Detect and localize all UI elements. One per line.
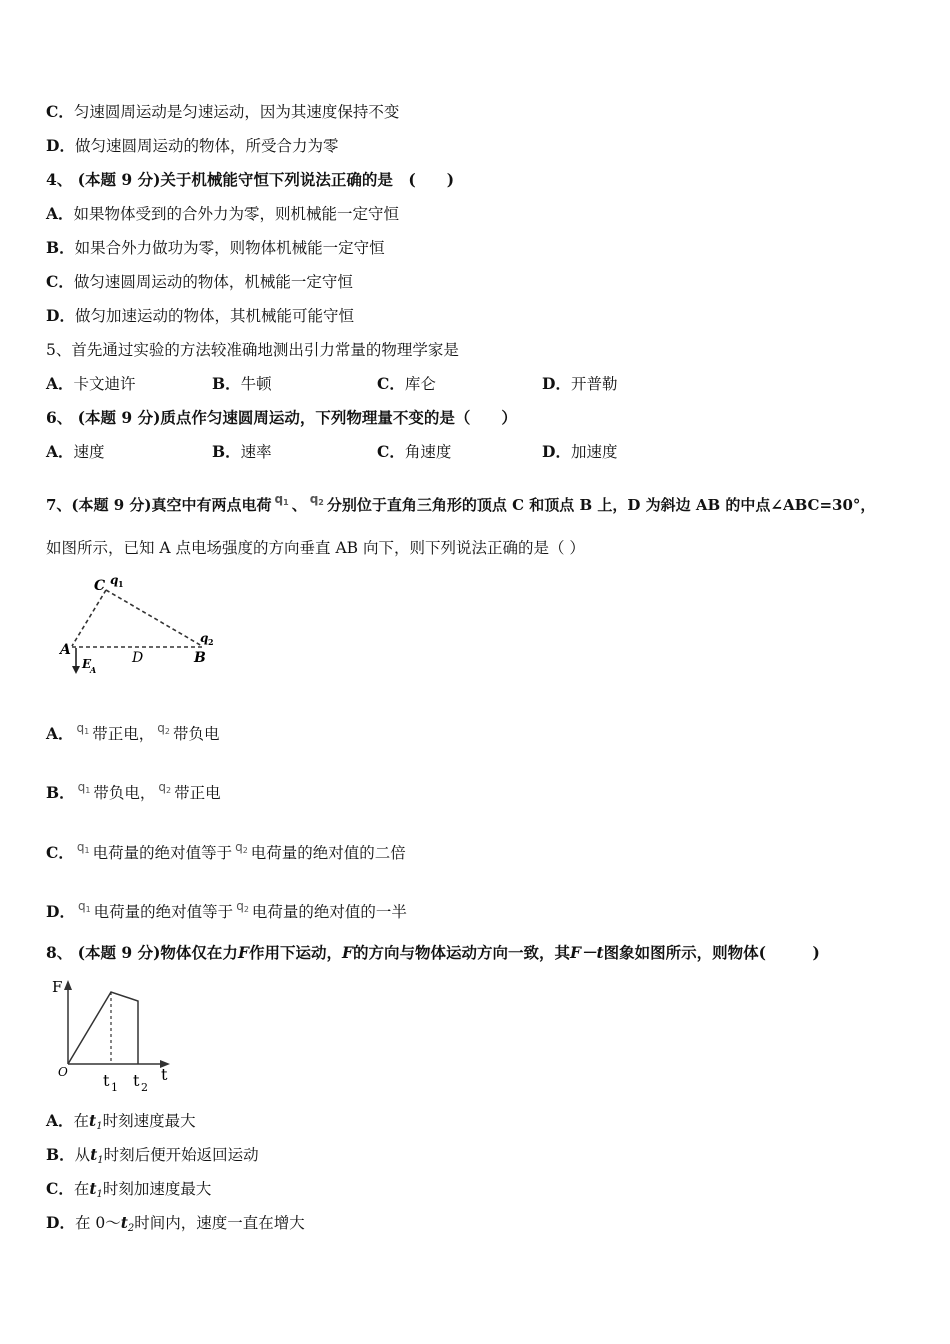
option-text: 角速度 — [404, 443, 452, 461]
q2-symbol: q2 — [235, 840, 248, 855]
q8-stem-b: 作用下运动， — [248, 943, 342, 962]
option-text: 做匀速圆周运动的物体，机械能一定守恒 — [73, 273, 353, 291]
option-letter: C． — [46, 272, 74, 291]
option-pre: 在 — [73, 1112, 90, 1130]
q7-triangle-figure — [48, 568, 228, 680]
q5-stem: 5、首先通过实验的方法较准确地测出引力常量的物理学家是 — [46, 341, 459, 359]
option-text: 开普勒 — [570, 375, 618, 393]
option-letter: B． — [212, 442, 241, 461]
option-text-2: 带正电 — [174, 784, 221, 802]
option-pre: 从 — [74, 1146, 91, 1164]
time-subscript: 1 — [96, 1121, 103, 1132]
f-t-symbol: F－t — [570, 943, 604, 962]
label-q2-sub: 2 — [208, 637, 214, 647]
label-c: C — [94, 578, 106, 594]
q3-option-d — [46, 136, 338, 156]
q8-stem-c: 的方向与物体运动方向一致，其 — [352, 943, 570, 962]
q6-option-d — [542, 442, 617, 462]
option-letter: B． — [46, 238, 75, 257]
label-q2: q — [200, 631, 209, 645]
label-q1-sub: 1 — [118, 579, 124, 589]
q2-symbol: q2 — [236, 899, 249, 914]
time-symbol: t — [89, 1179, 97, 1198]
label-q1: q — [110, 573, 119, 587]
y-axis-arrowhead — [64, 980, 72, 990]
q7-option-d — [46, 896, 407, 922]
time-symbol: t — [120, 1213, 128, 1232]
q8-ft-graph — [48, 976, 188, 1098]
q2-symbol: q2 — [157, 721, 170, 736]
option-letter: D． — [46, 136, 75, 155]
option-letter: C． — [46, 843, 74, 862]
q5-option-d — [542, 374, 617, 394]
q8-option-a — [46, 1111, 196, 1137]
q3-option-c — [46, 102, 399, 122]
label-e-sub: A — [90, 665, 97, 675]
label-d: D — [132, 650, 144, 666]
option-letter: A． — [46, 204, 74, 223]
q1-symbol: q1 — [76, 840, 90, 855]
option-post: 时刻加速度最大 — [102, 1180, 212, 1198]
q8-stem — [46, 943, 820, 963]
option-pre: 在 — [73, 1180, 90, 1198]
q8-option-c — [46, 1179, 211, 1205]
q4-stem: 4、 (本题 9 分)关于机械能守恒下列说法正确的是 ( ) — [46, 170, 455, 189]
option-letter: D． — [46, 306, 75, 325]
option-text: 卡文迪许 — [73, 375, 136, 393]
q7-stem-a: 7、(本题 9 分)真空中有两点电荷 — [46, 496, 272, 514]
edge-ca — [72, 590, 106, 646]
option-text: 做匀加速运动的物体，其机械能可能守恒 — [74, 307, 354, 325]
time-subscript: 1 — [96, 1189, 103, 1200]
label-t: t — [161, 1065, 168, 1084]
option-letter: C． — [46, 1179, 74, 1198]
option-letter: C． — [377, 374, 405, 393]
option-text-1: 带负电， — [93, 784, 156, 802]
option-letter: A． — [46, 724, 74, 743]
option-text: 如果合外力做功为零，则物体机械能一定守恒 — [74, 239, 385, 257]
option-text-1: 带正电， — [92, 725, 155, 743]
time-subscript: 1 — [97, 1155, 104, 1166]
label-o: O — [58, 1065, 68, 1079]
option-text: 匀速圆周运动是匀速运动，因为其速度保持不变 — [73, 103, 400, 121]
q4-option-d — [46, 306, 354, 326]
option-pre: 在 0～ — [74, 1214, 121, 1232]
q1-symbol: q1 — [76, 721, 90, 736]
option-post: 时间内，速度一直在增大 — [134, 1214, 305, 1232]
q7-stem-line1 — [46, 489, 875, 515]
q4-option-c — [46, 272, 353, 292]
option-text: 如果物体受到的合外力为零，则机械能一定守恒 — [73, 205, 400, 223]
force-symbol: F — [237, 943, 249, 962]
q6-option-b — [212, 442, 272, 462]
label-t1: t — [103, 1071, 110, 1090]
time-subscript: 2 — [127, 1223, 135, 1234]
option-text-2: 电荷量的绝对值的一半 — [251, 903, 407, 921]
q7-stem-b: 分别位于直角三角形的顶点 C 和顶点 B 上，D 为斜边 AB 的中点∠ABC=30°， — [326, 496, 876, 514]
option-letter: D． — [542, 374, 571, 393]
option-letter: B． — [46, 1145, 75, 1164]
q7-stem-sep: 、 — [291, 496, 307, 514]
label-t2-sub: 2 — [141, 1081, 148, 1094]
option-text: 速率 — [240, 443, 272, 461]
option-text-1: 电荷量的绝对值等于 — [93, 903, 234, 921]
label-e: E — [82, 657, 92, 671]
option-post: 时刻速度最大 — [102, 1112, 196, 1130]
q2-symbol: q2 — [309, 492, 324, 507]
q2-symbol: q2 — [158, 780, 172, 795]
force-curve — [68, 992, 138, 1064]
option-post: 时刻后便开始返回运动 — [103, 1146, 259, 1164]
force-symbol: F — [341, 943, 353, 962]
option-text-1: 电荷量的绝对值等于 — [92, 844, 233, 862]
q7-stem-line2: 如图所示，已知 A 点电场强度的方向垂直 AB 向下，则下列说法正确的是（ ） — [46, 539, 585, 557]
q6-option-c — [377, 442, 451, 462]
label-f: F — [52, 978, 63, 996]
label-b: B — [194, 650, 206, 666]
label-a: A — [60, 642, 71, 658]
option-letter: D． — [542, 442, 571, 461]
option-text: 速度 — [73, 443, 105, 461]
field-arrowhead — [72, 666, 80, 674]
q7-option-a — [46, 718, 220, 744]
option-letter: A． — [46, 442, 74, 461]
q7-option-c — [46, 837, 406, 863]
option-letter: B． — [212, 374, 241, 393]
q8-stem-d: 图象如图所示，则物体( ) — [603, 943, 820, 962]
option-letter: B． — [46, 783, 75, 802]
label-t1-sub: 1 — [111, 1081, 118, 1094]
option-text: 做匀速圆周运动的物体，所受合力为零 — [74, 137, 339, 155]
option-text-2: 电荷量的绝对值的二倍 — [250, 844, 406, 862]
option-text-2: 带负电 — [172, 725, 220, 743]
q4-option-b — [46, 238, 385, 258]
q5-option-a — [46, 374, 136, 394]
q8-stem-a: 8、 (本题 9 分)物体仅在力 — [46, 943, 238, 962]
q1-symbol: q1 — [77, 780, 91, 795]
label-t2: t — [133, 1071, 140, 1090]
option-letter: A． — [46, 1111, 74, 1130]
option-text: 库仑 — [404, 375, 436, 393]
option-letter: C． — [46, 102, 74, 121]
time-symbol: t — [89, 1111, 97, 1130]
q6-stem: 6、 (本题 9 分)质点作匀速圆周运动，下列物理量不变的是（ ） — [46, 408, 517, 427]
option-letter: A． — [46, 374, 74, 393]
option-text: 牛顿 — [240, 375, 272, 393]
option-letter: D． — [46, 902, 75, 921]
option-text: 加速度 — [570, 443, 618, 461]
option-letter: C． — [377, 442, 405, 461]
edge-cb — [106, 590, 202, 646]
q5-option-c — [377, 374, 436, 394]
option-letter: D． — [46, 1213, 75, 1232]
q4-option-a — [46, 204, 399, 224]
q1-symbol: q1 — [274, 492, 289, 507]
time-symbol: t — [90, 1145, 98, 1164]
q8-option-b — [46, 1145, 259, 1171]
q6-option-a — [46, 442, 105, 462]
q1-symbol: q1 — [77, 899, 91, 914]
q7-option-b — [46, 777, 221, 803]
q8-option-d — [46, 1213, 305, 1239]
q5-option-b — [212, 374, 272, 394]
